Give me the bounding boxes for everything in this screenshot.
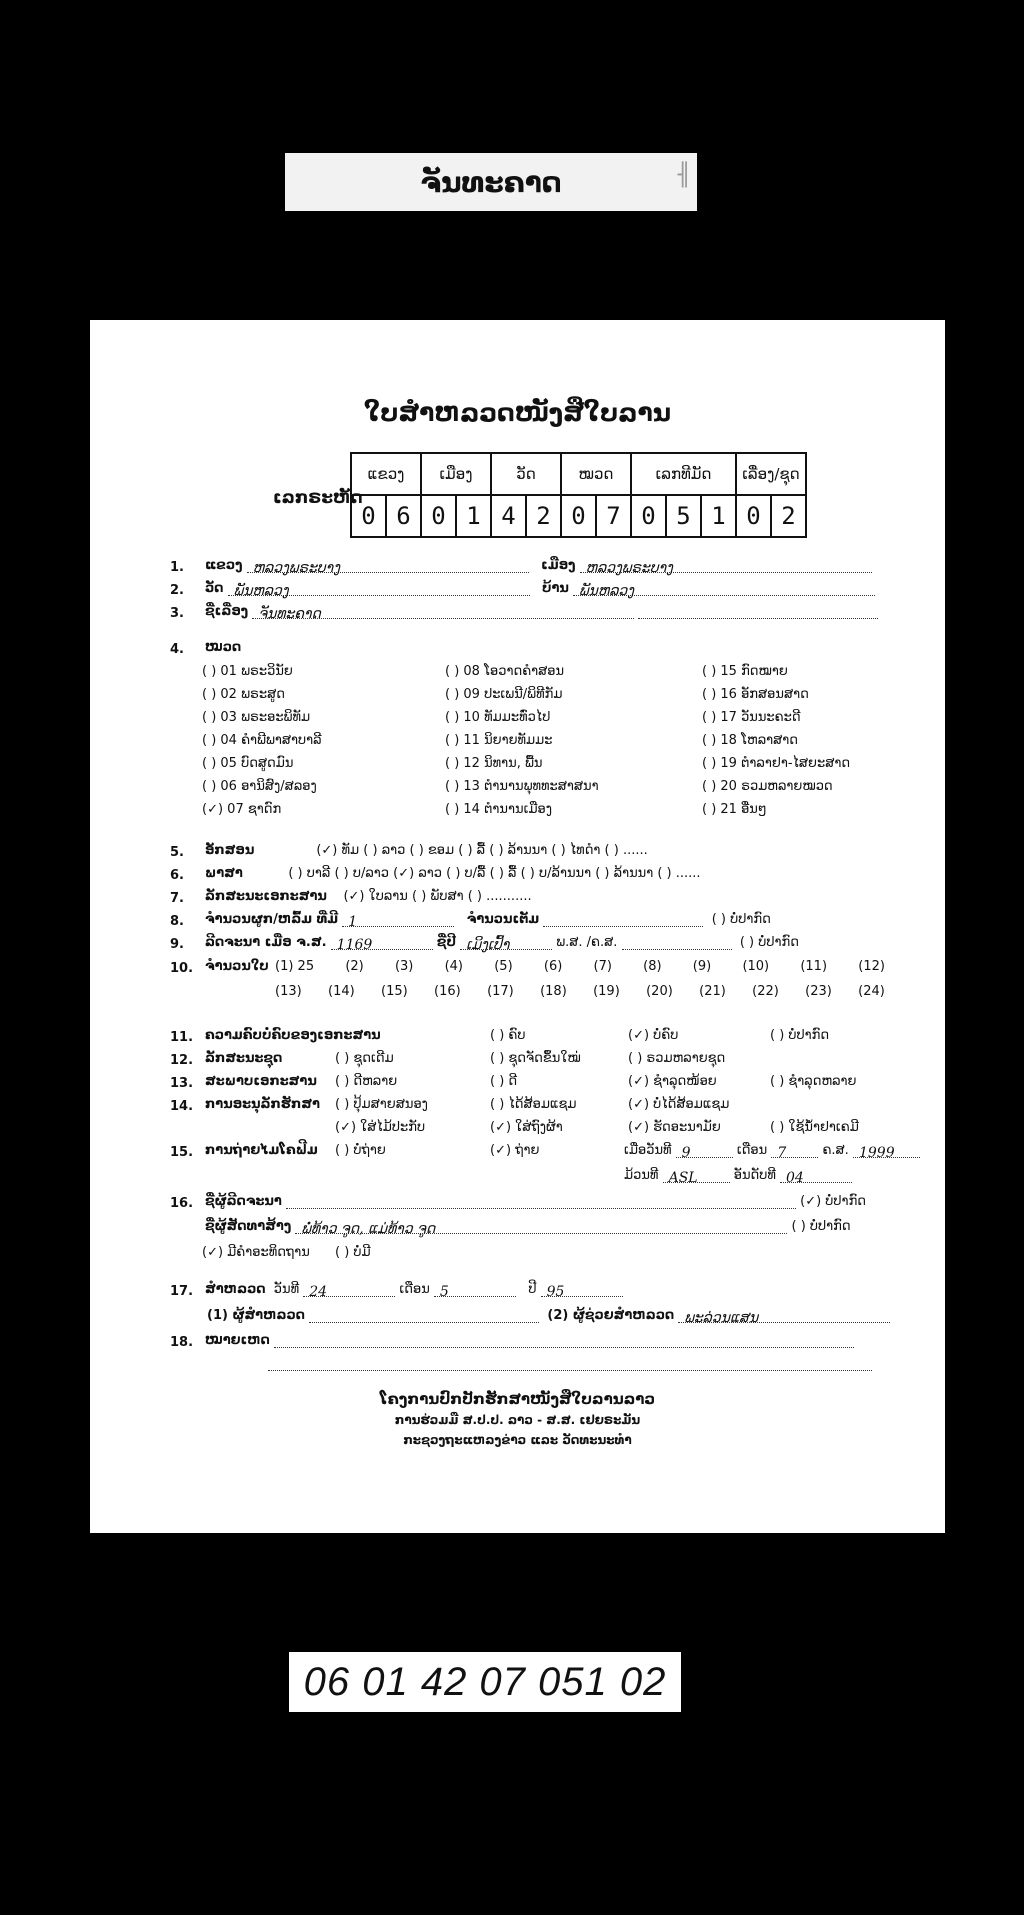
option: ( ) ໄດ້ສ້ອມແຊມ [490, 1097, 577, 1112]
field-num: 16. [170, 1196, 194, 1211]
field-label: ສຳຫລວດ [205, 1282, 266, 1297]
field-num: 8. [170, 914, 184, 929]
field-num: 14. [170, 1099, 194, 1114]
footer-line-2: ການຮ່ວມມື ສ.ປ.ປ. ລາວ - ສ.ສ. ເຢຍຣະມັນ [394, 1413, 641, 1427]
code-digit-row [351, 495, 806, 537]
field-date-written [205, 935, 799, 953]
leaf-cell: (19) [593, 984, 620, 999]
code-digit: 2 [526, 495, 561, 537]
leaf-cell: (7) [593, 959, 612, 974]
field-label: ວັນທີ [273, 1282, 300, 1297]
field-label: ພາສາ [205, 866, 243, 881]
not-shown-option: ( ) ບໍ່ປາກົດ [791, 1219, 851, 1234]
option: ( ) ຊຳລຸດຫລາຍ [770, 1074, 857, 1089]
title-value: ຈັນທະຄາດ [252, 606, 634, 619]
field-label: ອັນດັບທີ [733, 1168, 776, 1183]
title-label-top [285, 153, 697, 211]
field-label: ຈຳນວນຜູກ/ຫລົ້ມ ທີ່ມີ [205, 912, 339, 927]
category-item: ( ) 11 ນິຍາຍທັມມະ [445, 733, 553, 748]
leaf-cell: (24) [858, 984, 885, 999]
leaf-cell: (22) [752, 984, 779, 999]
category-item: ( ) 01 ພຣະວິນັຍ [202, 664, 293, 679]
category-item: ( ) 09 ປະເພນີ/ພິທີກັມ [445, 687, 563, 702]
field-condition [205, 1074, 317, 1089]
leaf-count-row-1 [275, 959, 885, 974]
field-temple [205, 581, 875, 599]
category-item: ( ) 21 ອື່ນໆ [702, 802, 767, 817]
field-label: ມ້ວນທີ [624, 1168, 659, 1183]
survey-month: 5 [434, 1284, 516, 1297]
field-category [205, 640, 241, 655]
field-label: ແຂວງ [205, 558, 243, 573]
code-digit: 1 [456, 495, 491, 537]
field-label: ຈຳນວນໃບ [205, 959, 269, 974]
field-label: ການຖ່າຍໄມໂຄຟີມ [205, 1143, 318, 1158]
code-digit: 0 [561, 495, 596, 537]
top-label-text: ຈັນທະຄາດ [420, 165, 562, 199]
field-label: ບ້ານ [542, 581, 569, 596]
microfilm-date [624, 1143, 920, 1161]
microfilm-roll [624, 1168, 852, 1186]
code-digit: 1 [701, 495, 736, 537]
field-label: ຊື່ຜູ້ສັດທາສ້າງ [205, 1219, 292, 1234]
province-value: ຫລວງພຣະບາງ [247, 560, 529, 573]
code-digit: 4 [491, 495, 526, 537]
footer-line-3: ກະຊວງຖະແຫລງຂ່າວ ແລະ ວັດທະນະທຳ [403, 1433, 632, 1447]
option: ( ) ຣວມຫລາຍຊຸດ [628, 1051, 726, 1066]
field-label: ສະພາບເອກະສານ [205, 1074, 317, 1089]
option: (✓) ບໍ່ຄົບ [628, 1028, 679, 1043]
not-shown-option: ( ) ບໍ່ປາກົດ [711, 912, 771, 927]
field-num: 15. [170, 1145, 194, 1160]
district-value: ຫລວງພຣະບາງ [580, 560, 872, 573]
category-item: ( ) 20 ຣວມຫລາຍໝວດ [702, 779, 833, 794]
category-item: ( ) 03 ພຣະອະພິທັມ [202, 710, 311, 725]
leaf-cell: (23) [805, 984, 832, 999]
field-language [205, 866, 701, 881]
category-item: ( ) 14 ຕຳນານເມືອງ [445, 802, 553, 817]
code-digit: 6 [386, 495, 421, 537]
category-item: ( ) 19 ຕຳລາຢາ-ໄສຍະສາດ [702, 756, 851, 771]
field-label: ເດືອນ [399, 1282, 430, 1297]
field-label: (2) ຜູ້ຊ່ວຍສຳຫລວດ [547, 1308, 675, 1323]
temple-value: ພັນຫລວງ [228, 583, 530, 596]
microfilm-year: 1999 [853, 1145, 920, 1158]
field-leaf-count [205, 959, 269, 974]
leaf-cell: (14) [328, 984, 355, 999]
option: (✓) ມີຄຳອະທິດຖານ [202, 1245, 310, 1260]
field-doc-type [205, 889, 532, 904]
option: ( ) ໃຊ້ນ້ຳຢາເຄມີ [770, 1120, 859, 1135]
dotted-line [638, 606, 878, 619]
leaf-cell: (12) [858, 959, 885, 974]
category-item: ( ) 15 ກົດໝາຍ [702, 664, 788, 679]
leaf-cell: (8) [643, 959, 662, 974]
field-province [205, 558, 872, 576]
category-item: ( ) 10 ທັມມະທົ່ວໄປ [445, 710, 551, 725]
leaf-cell: (4) [444, 959, 464, 974]
category-item: ( ) 12 ນິທານ, ພື້ນ [445, 756, 543, 771]
roll-value: ASL [663, 1170, 730, 1183]
leaf-cell: (1) 25 [275, 959, 315, 974]
field-label: ວັດ [205, 581, 224, 596]
dotted-line [268, 1358, 872, 1371]
code-digit: 0 [421, 495, 456, 537]
leaf-cell: (15) [381, 984, 408, 999]
village-value: ພັນຫລວງ [573, 583, 875, 596]
field-script [205, 843, 648, 858]
field-microfilm [205, 1143, 318, 1158]
dotted-line [622, 937, 732, 950]
bundle-count-value: 1 [342, 914, 454, 927]
field-scribe [205, 1194, 866, 1209]
field-label: ຈຳນວນເຕັມ [466, 912, 540, 927]
field-label: ປີ [528, 1282, 537, 1297]
field-label: ເມືອງ [541, 558, 576, 573]
category-item: ( ) 13 ຕຳນານພຸທທະສາສນາ [445, 779, 599, 794]
dotted-line [274, 1335, 854, 1348]
leaf-cell: (5) [494, 959, 513, 974]
option: ( ) ຄົບ [490, 1028, 526, 1043]
field-label: ຊື່ຜູ້ລີດຈະນາ [205, 1194, 282, 1209]
code-table [350, 452, 807, 538]
footer-line-1: ໂຄງການປົກປັກຮັກສາໜັງສືໃບລານລາວ [379, 1390, 656, 1408]
field-set-type [205, 1051, 282, 1066]
language-options: ( ) ບາລີ ( ) ບ/ລາວ (✓) ລາວ ( ) ບ/ລື້ ( ) ລື້ ( ) ບ/ລ້ານນາ ( ) ລ້ານນາ ( ) ...... [288, 866, 701, 881]
field-num: 6. [170, 868, 184, 883]
not-shown-option: (✓) ບໍ່ປາກົດ [800, 1194, 866, 1209]
year-name-value: ເມິງເປົ້າ [460, 937, 552, 950]
category-item: ( ) 17 ວັນນະຄະດີ [702, 710, 801, 725]
field-num: 5. [170, 845, 184, 860]
field-label: ພ.ສ. /ຄ.ສ. [556, 935, 618, 950]
field-num: 1. [170, 560, 184, 575]
field-num: 3. [170, 606, 184, 621]
leaf-cell: (16) [434, 984, 461, 999]
field-num: 11. [170, 1030, 194, 1045]
leaf-cell: (9) [692, 959, 712, 974]
option: ( ) ດີຫລາຍ [335, 1074, 398, 1089]
leaf-cell: (2) [345, 959, 364, 974]
code-digit: 7 [596, 495, 631, 537]
paper-mark: ╢ [677, 163, 691, 188]
option: ( ) ຊຸດເດີມ [335, 1051, 394, 1066]
dotted-line [286, 1196, 796, 1209]
code-digit: 2 [771, 495, 806, 537]
category-item: ( ) 06 ອານິສົງ/ສລອງ [202, 779, 317, 794]
field-label: ຄວາມຄົບບໍ່ຄົບຂອງເອກະສານ [205, 1028, 381, 1043]
doc-type-options: (✓) ໃບລານ ( ) ພັບສາ ( ) ........... [343, 889, 532, 904]
option: (✓) ບໍ່ໄດ້ສ້ອມແຊມ [628, 1097, 730, 1112]
option: ( ) ຊຸດຈັດຂຶ້ນໃໝ່ [490, 1051, 581, 1066]
field-num: 10. [170, 961, 194, 976]
leaf-cell: (6) [543, 959, 563, 974]
code-header: ແຂວງ [351, 453, 421, 495]
category-item: ( ) 05 ບົດສູດມົນ [202, 756, 294, 771]
leaf-cell: (10) [742, 959, 770, 974]
field-num: 12. [170, 1053, 194, 1068]
assistant-value: ພະລ່ວນແສນ [678, 1310, 890, 1323]
code-digit: 0 [351, 495, 386, 537]
option: (✓) ຊຳລຸດໜ້ອຍ [628, 1074, 717, 1089]
code-header: ວັດ [491, 453, 561, 495]
category-item: ( ) 04 ຄຳພີພາສາບາລີ [202, 733, 322, 748]
form-title: ໃບສຳຫລວດໜັງສືໃບລານ [364, 398, 671, 427]
field-num: 17. [170, 1284, 194, 1299]
code-digit: 0 [736, 495, 771, 537]
surveyors [207, 1308, 890, 1326]
code-digit: 5 [666, 495, 701, 537]
field-preservation [205, 1097, 320, 1112]
cs-year-value: 1169 [331, 937, 433, 950]
microfilm-month: 7 [771, 1145, 818, 1158]
option: ( ) ປຸ້ມສາຍສນອງ [335, 1097, 428, 1112]
not-shown-option: ( ) ບໍ່ປາກົດ [739, 935, 799, 950]
field-num: 7. [170, 891, 184, 906]
field-label: ຊື່ເລື່ອງ [205, 604, 249, 619]
field-num: 2. [170, 583, 184, 598]
field-label: ໝວດ [205, 640, 242, 655]
field-num: 13. [170, 1076, 194, 1091]
leaf-cell: (18) [540, 984, 567, 999]
dotted-line [309, 1310, 539, 1323]
option: (✓) ຮັດອະນາມັຍ [628, 1120, 721, 1135]
field-num: 18. [170, 1335, 194, 1350]
field-label: ລັກສະນະເອກະສານ [205, 889, 327, 904]
leaf-count-row-2 [275, 984, 885, 999]
field-survey [205, 1282, 623, 1300]
code-header-row [351, 453, 806, 495]
field-title [205, 604, 878, 622]
option: (✓) ໃສ່ຖົງຜ້າ [490, 1120, 563, 1135]
code-label: ເລກຣະຫັດ [273, 488, 363, 508]
category-item: ( ) 16 ອັກສອນສາດ [702, 687, 809, 702]
field-label: ລັກສະນະຊຸດ [205, 1051, 283, 1066]
category-item: ( ) 08 ໂອວາດຄຳສອນ [445, 664, 565, 679]
survey-form-sheet [90, 320, 945, 1533]
remarks-line-2 [268, 1356, 872, 1371]
field-label: ຄ.ສ. [822, 1143, 849, 1158]
code-header: ເມືອງ [421, 453, 491, 495]
script-options: (✓) ທັມ ( ) ລາວ ( ) ຂອມ ( ) ລື້ ( ) ລ້ານນາ ( ) ໄທດຳ ( ) ...... [316, 843, 648, 858]
leaf-cell: (20) [646, 984, 673, 999]
field-label: ເດືອນ [736, 1143, 768, 1158]
field-label: ລີດຈະນາ ເມື່ອ ຈ.ສ. [205, 935, 327, 950]
microfilm-day: 9 [676, 1145, 733, 1158]
survey-day: 24 [303, 1284, 395, 1297]
option: ( ) ບໍ່ປາກົດ [770, 1028, 830, 1043]
option: (✓) ໃສ່ໄມ້ປະກັບ [335, 1120, 426, 1135]
leaf-cell: (3) [394, 959, 414, 974]
field-label: ເມື່ອວັນທີ [624, 1143, 672, 1158]
option: ( ) ບໍ່ມີ [335, 1245, 371, 1260]
bottom-label-text: 06 01 42 07 051 02 [303, 1659, 667, 1704]
option: ( ) ດີ [490, 1074, 518, 1089]
field-bundle-count [205, 912, 771, 930]
code-header: ເລື່ອງ/ຊຸດ [736, 453, 806, 495]
leaf-cell: (17) [487, 984, 514, 999]
option: (✓) ຖ່າຍ [490, 1143, 540, 1158]
dotted-line [543, 914, 703, 927]
code-label-bottom [289, 1652, 681, 1712]
leaf-cell: (21) [699, 984, 726, 999]
field-label: (1) ຜູ້ສຳຫລວດ [207, 1308, 305, 1323]
field-label: ອັກສອນ [205, 843, 255, 858]
sponsor-value: ພໍ່ທ້າວ ຈູດ, ແມ່ທ້າວ ຈູດ [295, 1221, 787, 1234]
leaf-cell: (11) [800, 959, 828, 974]
field-label: ຊື່ປີ [436, 935, 456, 950]
category-item: ( ) 02 ພຣະສູດ [202, 687, 285, 702]
field-label: ໝາຍເຫດ [205, 1333, 270, 1348]
survey-year: 95 [541, 1284, 623, 1297]
field-label: ການອະນຸລັກຮັກສາ [205, 1097, 320, 1112]
field-completeness [205, 1028, 381, 1043]
code-header: ເລກທີມັດ [631, 453, 736, 495]
field-remarks [205, 1333, 854, 1348]
code-digit: 0 [631, 495, 666, 537]
field-num: 4. [170, 642, 184, 657]
index-value: 04 [780, 1170, 852, 1183]
option: ( ) ບໍ່ຖ່າຍ [335, 1143, 386, 1158]
category-item: (✓) 07 ຊາດົກ [202, 802, 282, 817]
field-num: 9. [170, 937, 184, 952]
field-sponsor [205, 1219, 851, 1237]
category-item: ( ) 18 ໂຫລາສາດ [702, 733, 799, 748]
leaf-cell: (13) [275, 984, 302, 999]
code-header: ໝວດ [561, 453, 631, 495]
